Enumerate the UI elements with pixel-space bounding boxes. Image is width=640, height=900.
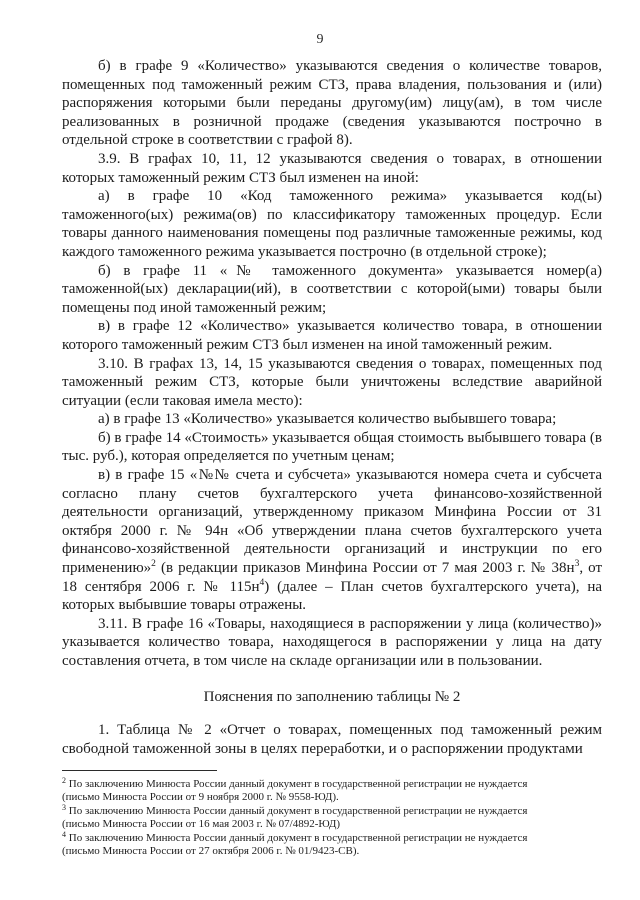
footnote-4 [62, 832, 548, 857]
footnote-text: По заключению Минюста России данный документ в государственной регистрации не нуждается (письмо Минюста России от 27 октября 2006 г. № 01/9423-СВ). [62, 832, 528, 857]
paragraph-grafa-12: в) в графе 12 «Количество» указывается количество товара, в отношении которого таможенный режим СТЗ был изменен на иной таможенный режим. [62, 318, 602, 353]
footnote-text: По заключению Минюста России данный документ в государственной регистрации не нуждается (письмо Минюста России от 9 ноября 2000 г. № 9558-ЮД). [62, 778, 528, 803]
footnote-3 [62, 805, 548, 830]
footnote-ref-3: 3 [574, 559, 580, 570]
section-heading-table2: Пояснения по заполнению таблицы № 2 [203, 688, 461, 705]
paragraph-grafa-13: а) в графе 13 «Количество» указывается количество выбывшего товара; [98, 411, 557, 428]
page-number: 9 [316, 32, 324, 47]
paragraph-text: ) (далее – План счетов бухгалтерского учета), на которых выбывшие товары отражены. [62, 578, 603, 614]
paragraph-grafa-14: б) в графе 14 «Стоимость» указывается общая стоимость выбывшего товара (в тыс. руб.), которая определяется по учетным ценам; [62, 429, 603, 465]
paragraph-text: в) в графе 15 «№№ счета и субсчета» указываются номера счета и субсчета согласно плану счетов бухгалтерского учета финансово-хозяйственной деятельности организаций, утвержденному приказом Минфина России от 31 октября 2000 г. № 94н «Об утверждении плана счетов бухгалтерского учета финансово-хозяйственной деятельности организаций и инструкции по его применению» [62, 467, 602, 577]
paragraph-text: (в редакции приказов Минфина России от 7 мая 2003 г. № 38н [155, 560, 575, 577]
paragraph-text: , от 18 сентября 2006 г. № 115н [62, 560, 603, 595]
footnotes-section [62, 770, 548, 860]
footnote-marker-4: 4 [62, 830, 66, 840]
footnote-marker-3: 3 [62, 803, 66, 813]
footnote-2 [62, 778, 548, 803]
paragraph-table2-intro: 1. Таблица № 2 «Отчет о товарах, помещенных под таможенный режим свободной таможенной зоны в целях переработки, и о распоряжении продуктами [62, 722, 602, 757]
paragraph-3-11: 3.11. В графе 16 «Товары, находящиеся в распоряжении у лица (количество)» указывается количество товара, находящегося в распоряжении у лица на дату составления отчета, в том числе на складе организации или в пользовании. [62, 615, 602, 669]
paragraph-3-10: 3.10. В графах 13, 14, 15 указываются сведения о товарах, помещенных под таможенный режим СТЗ, которые были уничтожены вследствие аварийной ситуации (если таковая имела место): [62, 355, 602, 409]
footnote-ref-4: 4 [259, 577, 265, 588]
footnote-separator [62, 770, 217, 771]
paragraph-grafa-11: б) в графе 11 «№ таможенного документа» указывается номер(а) таможенной(ых) декларации(ий), в соответствии с которой(ыми) товары были помещены под иной таможенный режим; [62, 262, 602, 316]
paragraph-grafa-15 [62, 466, 602, 615]
document-body [62, 57, 602, 758]
paragraph-grafa-9: б) в графе 9 «Количество» указываются сведения о количестве товаров, помещенных под таможенный режим СТЗ, права владения, пользования и (или) распоряжения которыми были переданы другому(им) лицу(ам), в том числе реализованных в розничной продаже (сведения указываются построчно в отдельной строке в соответствии с графой 8). [62, 58, 602, 149]
paragraph-grafa-10: а) в графе 10 «Код таможенного режима» указывается код(ы) таможенного(ых) режима(ов) по классификатору таможенных процедур. Если товары данного наименования помещены под различные таможенные режимы, код каждого таможенного режима указывается построчно (в отдельной строке); [62, 188, 602, 260]
footnote-ref-2: 2 [151, 559, 156, 570]
footnote-text: По заключению Минюста России данный документ в государственной регистрации не нуждается (письмо Минюста России от 16 мая 2003 г. № 07/4892-ЮД) [62, 805, 528, 830]
paragraph-3-9: 3.9. В графах 10, 11, 12 указываются сведения о товарах, в отношении которых таможенный режим СТЗ был изменен на иной: [62, 150, 602, 186]
footnote-marker-2: 2 [62, 776, 66, 785]
